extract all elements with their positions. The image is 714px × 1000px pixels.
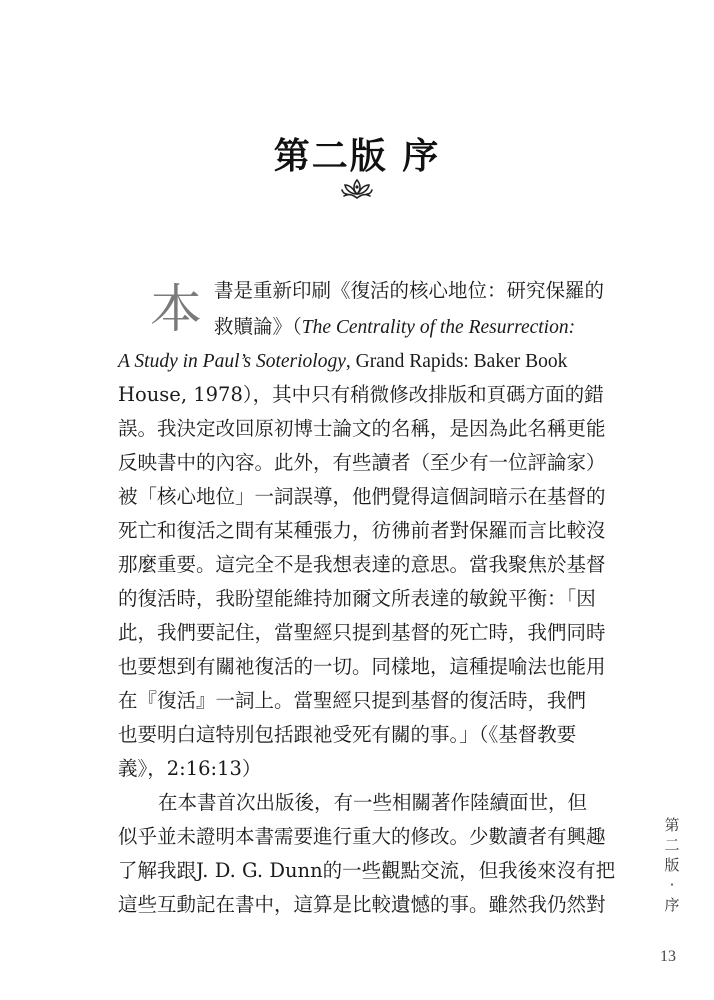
drop-cap: 本 [150,280,203,340]
text-line: 在本書首次出版後，有一些相關著作陸續面世，但 [158,791,588,814]
text-line: 誤。我決定改回原初博士論文的名稱，是因為此名稱更能 [118,417,606,440]
text-line: 那麼重要。這完全不是我想表達的意思。當我聚焦於基督 [118,553,606,576]
text-line: 的復活時，我盼望能維持加爾文所表達的敏銳平衡：「因 [118,587,596,610]
running-head-char: 序 [664,896,680,914]
text-line: 書是重新印刷《復活的核心地位：研究保羅的 [214,279,605,302]
text-line [118,346,567,377]
page-title: 第二版 序 [273,135,441,177]
text-line: 了解我跟J. D. G. Dunn的一些觀點交流，但我後來沒有把 [118,859,616,882]
running-head-char: 第 [664,816,680,834]
text-line: 此，我們要記住，當聖經只提到基督的死亡時，我們同時 [118,621,606,644]
text-line: 義》，2:16:13） [118,757,262,780]
running-head-char: 版 [664,856,680,874]
text-line: House, 1978），其中只有稍微修改排版和頁碼方面的錯 [118,383,604,406]
page-number: 13 [660,948,676,965]
running-head [661,815,683,915]
publisher-info: , Grand Rapids: Baker Book [345,351,568,372]
running-head-char: 二 [664,836,680,854]
floral-ornament-icon [340,176,374,202]
text-line: 死亡和復活之間有某種張力，彷彿前者對保羅而言比較沒 [118,519,606,542]
book-title-italic: A Study in Paul’s Soteriology [118,351,346,372]
text-line: 似乎並未證明本書需要進行重大的修改。少數讀者有興趣 [118,825,606,848]
text-line: 被「核心地位」一詞誤導，他們覺得這個詞暗示在基督的 [118,485,606,508]
text-line: 在『復活』一詞上。當聖經只提到基督的復活時，我們 [118,689,587,712]
text-line: 也要明白這特別包括跟祂受死有關的事。」（《基督教要 [118,723,577,746]
text-segment: 救贖論》（ [214,315,302,338]
text-line [214,312,575,343]
running-head-char: · [669,876,675,894]
book-title-italic: The Centrality of the Resurrection: [301,317,576,338]
text-line: 也要想到有關祂復活的一切。同樣地，這種提喻法也能用 [118,655,606,678]
text-line: 這些互動記在書中，這算是比較遺憾的事。雖然我仍然對 [118,893,606,916]
text-line: 反映書中的內容。此外，有些讀者（至少有一位評論家） [118,451,606,474]
